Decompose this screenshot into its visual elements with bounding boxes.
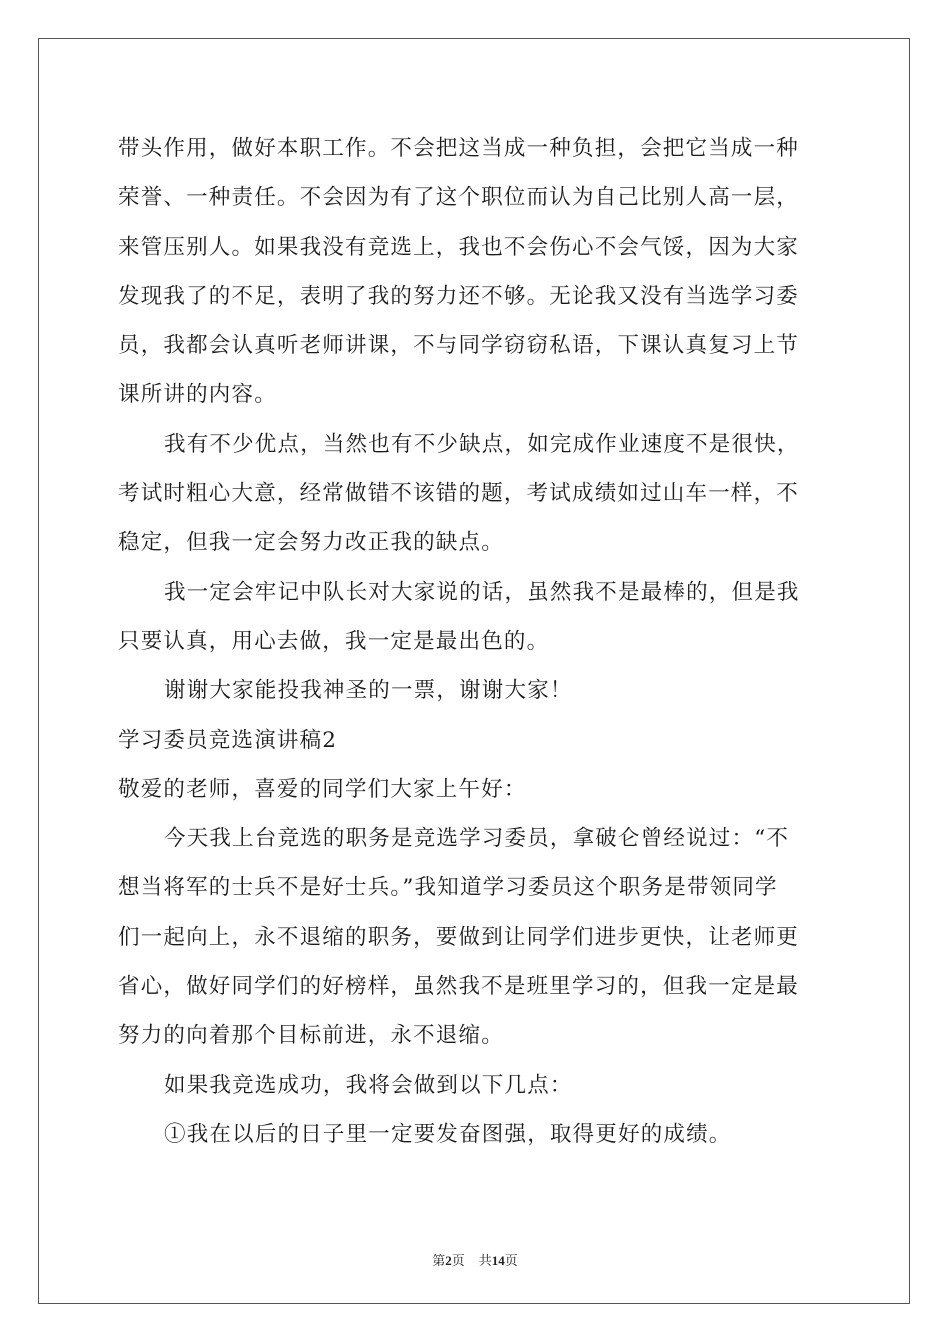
page-footer <box>0 1250 950 1269</box>
text-line-19: 努力的向着那个目标前进，永不退缩。 <box>118 1023 504 1049</box>
text-line-4: 发现我了的不足，表明了我的努力还不够。无论我又没有当选学习委 <box>118 283 800 309</box>
text-line-15: 今天我上台竞选的职务是竞选学习委员，拿破仑曾经说过：“不 <box>164 826 790 852</box>
text-line-17: 们一起向上，永不退缩的职务，要做到让同学们进步更快，让老师更 <box>118 924 800 950</box>
text-line-3: 来管压别人。如果我没有竞选上，我也不会伤心不会气馁，因为大家 <box>118 234 800 260</box>
text-line-21: ①我在以后的日子里一定要发奋图强，取得更好的成绩。 <box>164 1121 732 1147</box>
salutation: 敬爱的老师，喜爱的同学们大家上午好： <box>118 776 527 802</box>
text-line-1: 带头作用，做好本职工作。不会把这当成一种负担，会把它当成一种 <box>118 136 800 161</box>
text-line-7: 我有不少优点，当然也有不少缺点，如完成作业速度不是很快， <box>164 431 800 457</box>
text-line-20: 如果我竞选成功，我将会做到以下几点： <box>164 1072 573 1098</box>
text-line-18: 省心，做好同学们的好榜样，虽然我不是班里学习的，但我一定是最 <box>118 974 800 1000</box>
text-line-8: 考试时粗心大意，经常做错不该错的题，考试成绩如过山车一样，不 <box>118 481 800 507</box>
total-pages: 14 <box>491 1253 505 1268</box>
text-line-6: 课所讲的内容。 <box>118 382 277 408</box>
page-prefix: 第 <box>432 1253 446 1268</box>
text-line-10: 我一定会牢记中队长对大家说的话，虽然我不是最棒的，但是我 <box>164 579 800 605</box>
text-line-5: 员，我都会认真听老师讲课，不与同学窃窃私语，下课认真复习上节 <box>118 333 800 359</box>
page-number: 2 <box>445 1253 452 1268</box>
text-line-11: 只要认真，用心去做，我一定是最出色的。 <box>118 628 550 654</box>
text-line-9: 稳定，但我一定会努力改正我的缺点。 <box>118 530 504 556</box>
text-line-16: 想当将军的士兵不是好士兵。”我知道学习委员这个职务是带领同学 <box>118 875 778 901</box>
text-line-2: 荣誉、一种责任。不会因为有了这个职位而认为自己比别人高一层， <box>118 185 800 211</box>
text-line-12: 谢谢大家能投我神圣的一票，谢谢大家！ <box>164 678 573 704</box>
section-heading: 学习委员竞选演讲稿2 <box>118 727 338 753</box>
document-body <box>118 124 834 1159</box>
page-suffix: 页 <box>451 1253 465 1268</box>
total-prefix: 共 <box>478 1253 492 1268</box>
total-suffix: 页 <box>504 1253 518 1268</box>
